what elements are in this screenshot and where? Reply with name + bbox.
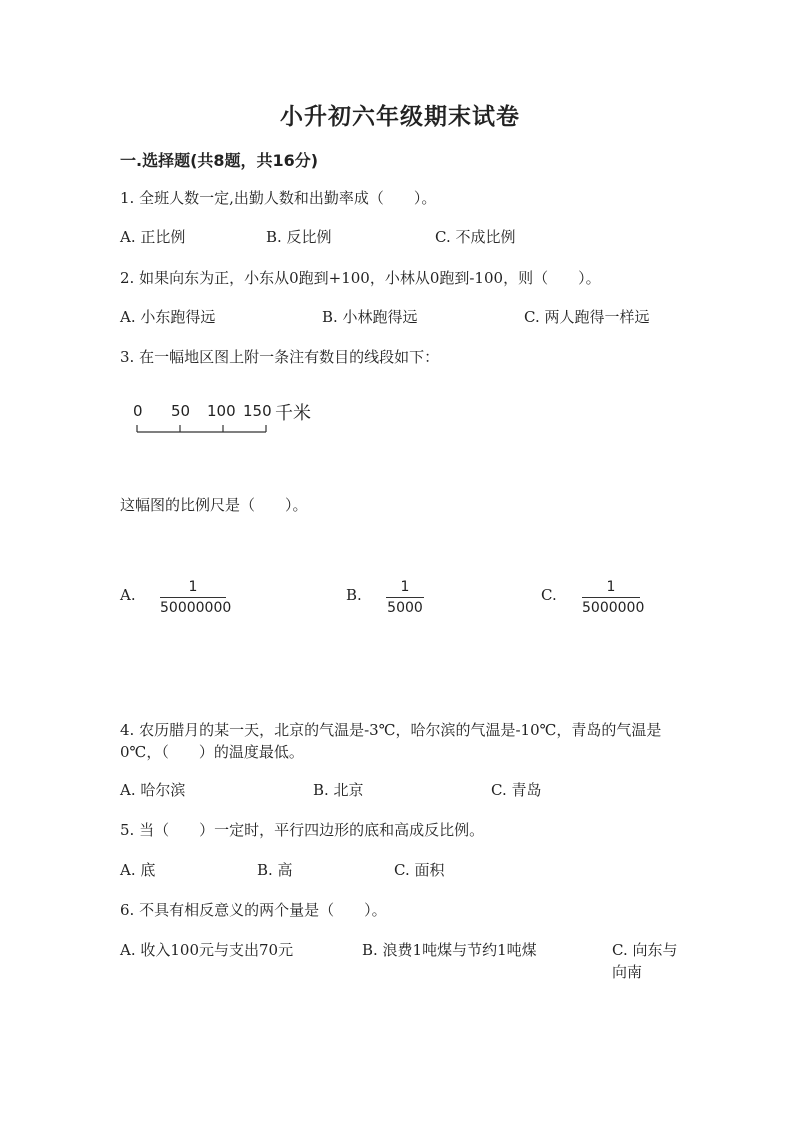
q5-option-c[interactable]: C. 面积 (394, 861, 445, 879)
scale-label-50: 50 (171, 402, 191, 420)
q5-option-b[interactable]: B. 高 (257, 861, 293, 879)
question-6: 6. 不具有相反意义的两个量是（ ）。 (120, 901, 387, 919)
q3-option-b-label[interactable]: B. (346, 586, 362, 604)
q3-option-c-fraction[interactable] (582, 578, 645, 617)
question-2: 2. 如果向东为正，小东从0跑到+100，小林从0跑到-100，则（ ）。 (120, 269, 601, 287)
fraction-denominator: 50000000 (160, 600, 232, 616)
question-1: 1. 全班人数一定,出勤人数和出勤率成（ ）。 (120, 189, 437, 207)
q3-option-a-fraction[interactable] (160, 578, 232, 617)
fraction-bar (160, 597, 226, 598)
q1-option-b[interactable]: B. 反比例 (266, 228, 332, 246)
q1-option-a[interactable]: A. 正比例 (120, 228, 186, 246)
question-5: 5. 当（ ）一定时，平行四边形的底和高成反比例。 (120, 821, 485, 839)
page-title: 小升初六年级期末试卷 (280, 104, 520, 130)
scale-bar (125, 402, 345, 442)
fraction-numerator: 1 (188, 579, 198, 595)
q1-option-c[interactable]: C. 不成比例 (435, 228, 516, 246)
q5-option-a[interactable]: A. 底 (120, 861, 156, 879)
q2-option-b[interactable]: B. 小林跑得远 (322, 308, 418, 326)
fraction-denominator: 5000000 (582, 600, 645, 616)
q4-option-a[interactable]: A. 哈尔滨 (120, 781, 186, 799)
q6-option-b[interactable]: B. 浪费1吨煤与节约1吨煤 (362, 941, 537, 959)
scale-unit: 千米 (275, 403, 311, 424)
q3-option-b-fraction[interactable] (386, 578, 424, 617)
question-3-prompt: 这幅图的比例尺是（ ）。 (120, 496, 308, 514)
section-title: 一.选择题(共8题，共16分) (120, 151, 319, 170)
question-4: 4. 农历腊月的某一天，北京的气温是-3℃，哈尔滨的气温是-10℃，青岛的气温是0℃，（ ）的温度最低。 (120, 721, 662, 761)
scale-label-100: 100 (207, 402, 236, 420)
question-3: 3. 在一幅地区图上附一条注有数目的线段如下： (120, 348, 440, 366)
fraction-numerator: 1 (400, 579, 410, 595)
q4-option-c[interactable]: C. 青岛 (491, 781, 542, 799)
q2-option-a[interactable]: A. 小东跑得远 (120, 308, 216, 326)
q6-option-c[interactable]: C. 向东与向南 (612, 941, 678, 981)
q3-option-a-label[interactable]: A. (120, 586, 136, 604)
fraction-numerator: 1 (606, 579, 616, 595)
scale-line (125, 402, 345, 442)
scale-label-0: 0 (133, 402, 143, 420)
fraction-bar (582, 597, 640, 598)
fraction-bar (386, 597, 424, 598)
q6-option-a[interactable]: A. 收入100元与支出70元 (120, 941, 294, 959)
q2-option-c[interactable]: C. 两人跑得一样远 (524, 308, 650, 326)
scale-label-150: 150 (243, 402, 272, 420)
fraction-denominator: 5000 (387, 600, 423, 616)
q3-option-c-label[interactable]: C. (541, 586, 557, 604)
q4-option-b[interactable]: B. 北京 (313, 781, 364, 799)
